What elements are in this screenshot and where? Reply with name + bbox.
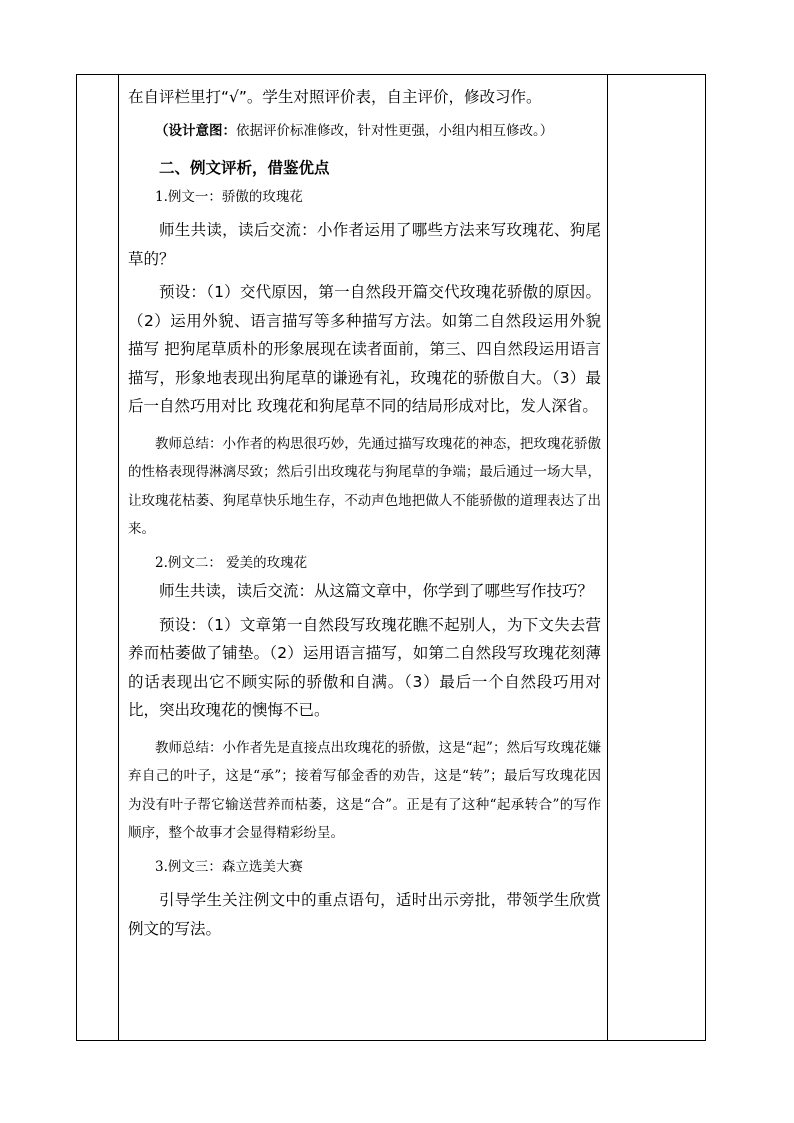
table-content-column (119, 75, 609, 1040)
example1-preset: 预设：（1）交代原因，第一自然段开篇交代玫瑰花骄傲的原因。（2）运用外貌、语言描写等多种描写方法。如第二自然段运用外貌描写 把狗尾草质朴的形象展现在读者面前，第三、四自然段运用语言描写，形象地表现出狗尾草的谦逊有礼，玫瑰花的骄傲自大。（3）最后一自然巧用对比 玫瑰花和狗尾草不同的结局形成对比，发人深省。 (128, 283, 601, 415)
example2-summary: 教师总结：小作者先是直接点出玫瑰花的骄傲，这是“起”；然后写玫瑰花嫌弃自己的叶子，这是“承”；接着写郁金香的劝告，这是“转”；最后写玫瑰花因为没有叶子帮它输送营养而枯萎，这是“合”。正是有了这种“起承转合”的写作顺序，整个故事才会显得精彩纷呈。 (128, 739, 601, 841)
self-eval-paragraph: 在自评栏里打“√”。学生对照评价表，自主评价，修改习作。 (128, 88, 542, 106)
design-intent-text: 依据评价标准修改，针对性更强，小组内相互修改。） (236, 122, 554, 139)
example2-question: 师生共读，读后交流：从这篇文章中，你学到了哪些写作技巧？ (159, 582, 594, 600)
example1-summary: 教师总结：小作者的构思很巧妙，先通过描写玫瑰花的神态，把玫瑰花骄傲的性格表现得淋漓尽致；然后引出玫瑰花与狗尾草的争端；最后通过一场大旱，让玫瑰花枯萎、狗尾草快乐地生存，不动声色地把做人不能骄傲的道理表达了出来。 (128, 435, 601, 537)
example3-text: 引导学生关注例文中的重点语句，适时出示旁批，带领学生欣赏例文的写法。 (128, 891, 601, 938)
example1-question: 师生共读，读后交流：小作者运用了哪些方法来写玫瑰花、狗尾草的？ (128, 221, 601, 268)
example2-title: 2.例文二： 爱美的玫瑰花 (155, 554, 308, 571)
design-intent-label: （设计意图： (155, 122, 236, 139)
example1-title: 1.例文一：骄傲的玫瑰花 (155, 188, 303, 205)
table-left-column (77, 75, 119, 1040)
section-heading: 二、例文评析，借鉴优点 (159, 159, 330, 177)
example3-title: 3.例文三：森立选美大赛 (155, 858, 303, 875)
lesson-table (76, 74, 706, 1041)
example2-preset: 预设：（1）文章第一自然段写玫瑰花瞧不起别人，为下文失去营养而枯萎做了铺垫。（2）运用语言描写，如第二自然段写玫瑰花刻薄的话表现出它不顾实际的骄傲和自满。（3）最后一个自然段巧用对比，突出玫瑰花的懊悔不已。 (128, 615, 601, 719)
design-intent-paragraph (128, 117, 601, 146)
table-right-column (607, 75, 705, 1040)
